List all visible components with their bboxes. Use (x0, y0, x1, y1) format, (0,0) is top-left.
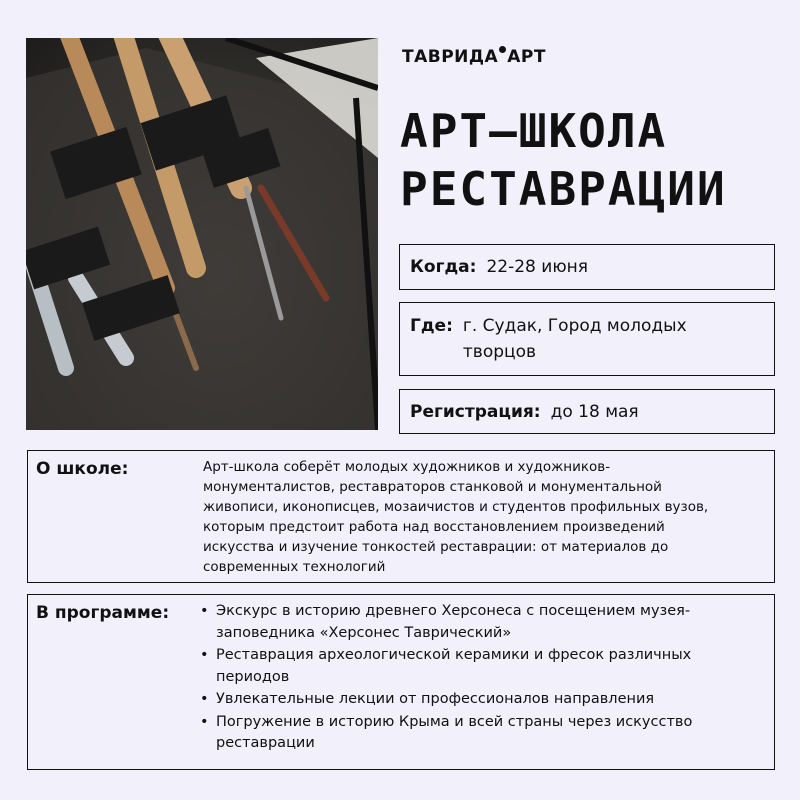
about-text: Арт-школа соберёт молодых художников и художников-монументалистов, реставраторов станковой и монументальной живописи, иконописцев, мозаичистов и студентов профильных вузов, которым предстоит работа над восстановлением произведений искусства и изучение тонкостей реставрации: от материалов до современных технологий (203, 459, 709, 575)
program-item: • Экскурс в историю древнего Херсонеса с посещением музея-заповедника «Херсонес Таврический» (198, 601, 768, 644)
info-registration-label: Регистрация: (410, 401, 541, 422)
about-label: О школе: (36, 459, 129, 479)
info-registration-value: до 18 мая (550, 401, 639, 422)
program-label: В программе: (36, 603, 170, 623)
tools-illustration (26, 38, 378, 430)
info-where-value: г. Судак, Город молодых творцов (462, 316, 687, 362)
program-item: • Погружение в историю Крыма и всей страны через искусство реставрации (198, 712, 768, 755)
tavrida-art-logo (402, 46, 546, 67)
logo-text-part2: АРТ (507, 47, 546, 67)
program-list (198, 601, 768, 756)
info-when (399, 244, 775, 290)
logo-text-part1: ТАВРИДА (402, 47, 499, 67)
info-where (399, 302, 775, 376)
info-when-value: 22-28 июня (486, 257, 588, 277)
program-section (27, 594, 775, 770)
page-title (400, 102, 727, 218)
info-registration (399, 389, 775, 434)
title-line-2: РЕСТАВРАЦИИ (400, 162, 727, 216)
info-where-label: Где: (410, 316, 453, 336)
restoration-tools-photo (26, 38, 378, 430)
title-line-1: АРТ–ШКОЛА (400, 104, 668, 158)
logo-dot (499, 46, 506, 53)
program-item: • Увлекательные лекции от профессионалов направления (198, 689, 768, 711)
about-section (27, 450, 775, 583)
info-when-label: Когда: (410, 257, 477, 277)
program-item: • Реставрация археологической керамики и фресок различных периодов (198, 645, 768, 688)
